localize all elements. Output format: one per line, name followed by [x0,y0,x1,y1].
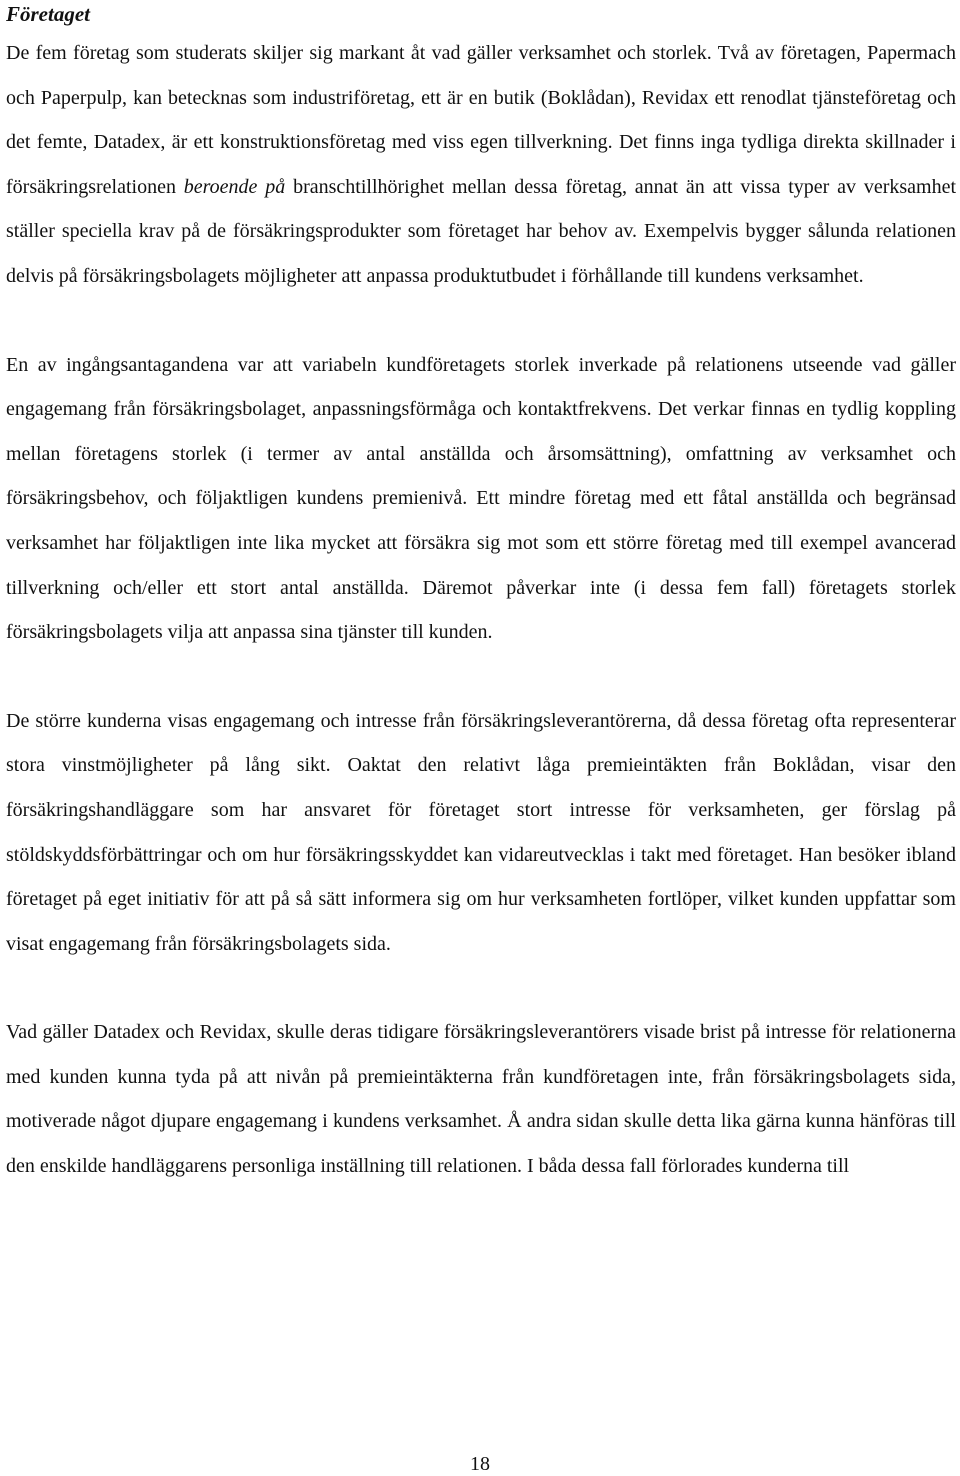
section-heading: Företaget [6,2,90,26]
paragraph-2: En av ingångsantagandena var att variabeln kundföretagets storlek inverkade på relationens utseende vad gäller engagemang från försäkringsbolaget, anpassningsförmåga och kontaktfrekvens. Det verkar finnas en tydlig koppling mellan företagens storlek (i termer av antal anställda och årsomsättning), omfattning av verksamhet och försäkringsbehov, och följaktligen kundens premienivå. Ett mindre företag med ett fåtal anställda och begränsad verksamhet har följaktligen inte lika mycket att försäkra sig mot som ett större företag med till exempel avancerad tillverkning och/eller ett stort antal anställda. Däremot påverkar inte (i dessa fem fall) företagets storlek försäkringsbolagets vilja att anpassa sina tjänster till kunden. [6,353,956,644]
paragraph-1 [6,31,956,299]
paragraph-1-emphasis: beroende på [183,175,286,198]
paragraph-spacer [6,655,956,699]
page-number: 18 [470,1453,490,1475]
paragraph-spacer [6,299,956,343]
paragraph-4: Vad gäller Datadex och Revidax, skulle deras tidigare försäkringsleverantörers visade brist på intresse för relationerna med kunden kunna tyda på att nivån på premieintäkterna från kundföretagen inte, från försäkringsbolagets sida, motiverade något djupare engagemang i kundens verksamhet. Å andra sidan skulle detta lika gärna kunna hänföras till den enskilde handläggarens personliga inställning till relationen. I båda dessa fall förlorades kunderna till [6,1021,956,1178]
paragraph-1-text-b: branschtillhörighet mellan dessa företag, annat än att vissa typer av verksamhet ställer speciella krav på de försäkringsprodukter som företaget har behov av. Exempelvis bygger sålunda relationen delvis på försäkringsbolagets möjligheter att anpassa produktutbudet i förhållande till kundens verksamhet. [6,175,957,287]
paragraph-1-text-a: De fem företag som studerats skiljer sig markant åt vad gäller verksamhet och storlek. Två av företagen, Papermach och Paperpulp, kan betecknas som industriföretag, ett är en butik (Boklådan), Revidax ett renodlat tjänsteföretag och det femte, Datadex, är ett konstruktionsföretag med viss egen tillverkning. Det finns inga tydliga direkta skillnader i försäkringsrelationen [6,42,956,198]
document-page [6,0,956,1189]
paragraph-3: De större kunderna visas engagemang och intresse från försäkringsleverantörerna, då dessa företag ofta representerar stora vinstmöjligheter på lång sikt. Oaktat den relativt låga premieintäkten från Boklådan, visar den försäkringshandläggare som har ansvaret för företaget stort intresse för verksamheten, ger förslag på stöldskyddsförbättringar och om hur försäkringsskyddet kan vidareutvecklas i takt med företaget. Han besöker ibland företaget på eget initiativ för att på så sätt informera sig om hur verksamheten fortlöper, vilket kunden uppfattar som visat engagemang från försäkringsbolagets sida. [6,709,956,955]
paragraph-spacer [6,966,956,1010]
